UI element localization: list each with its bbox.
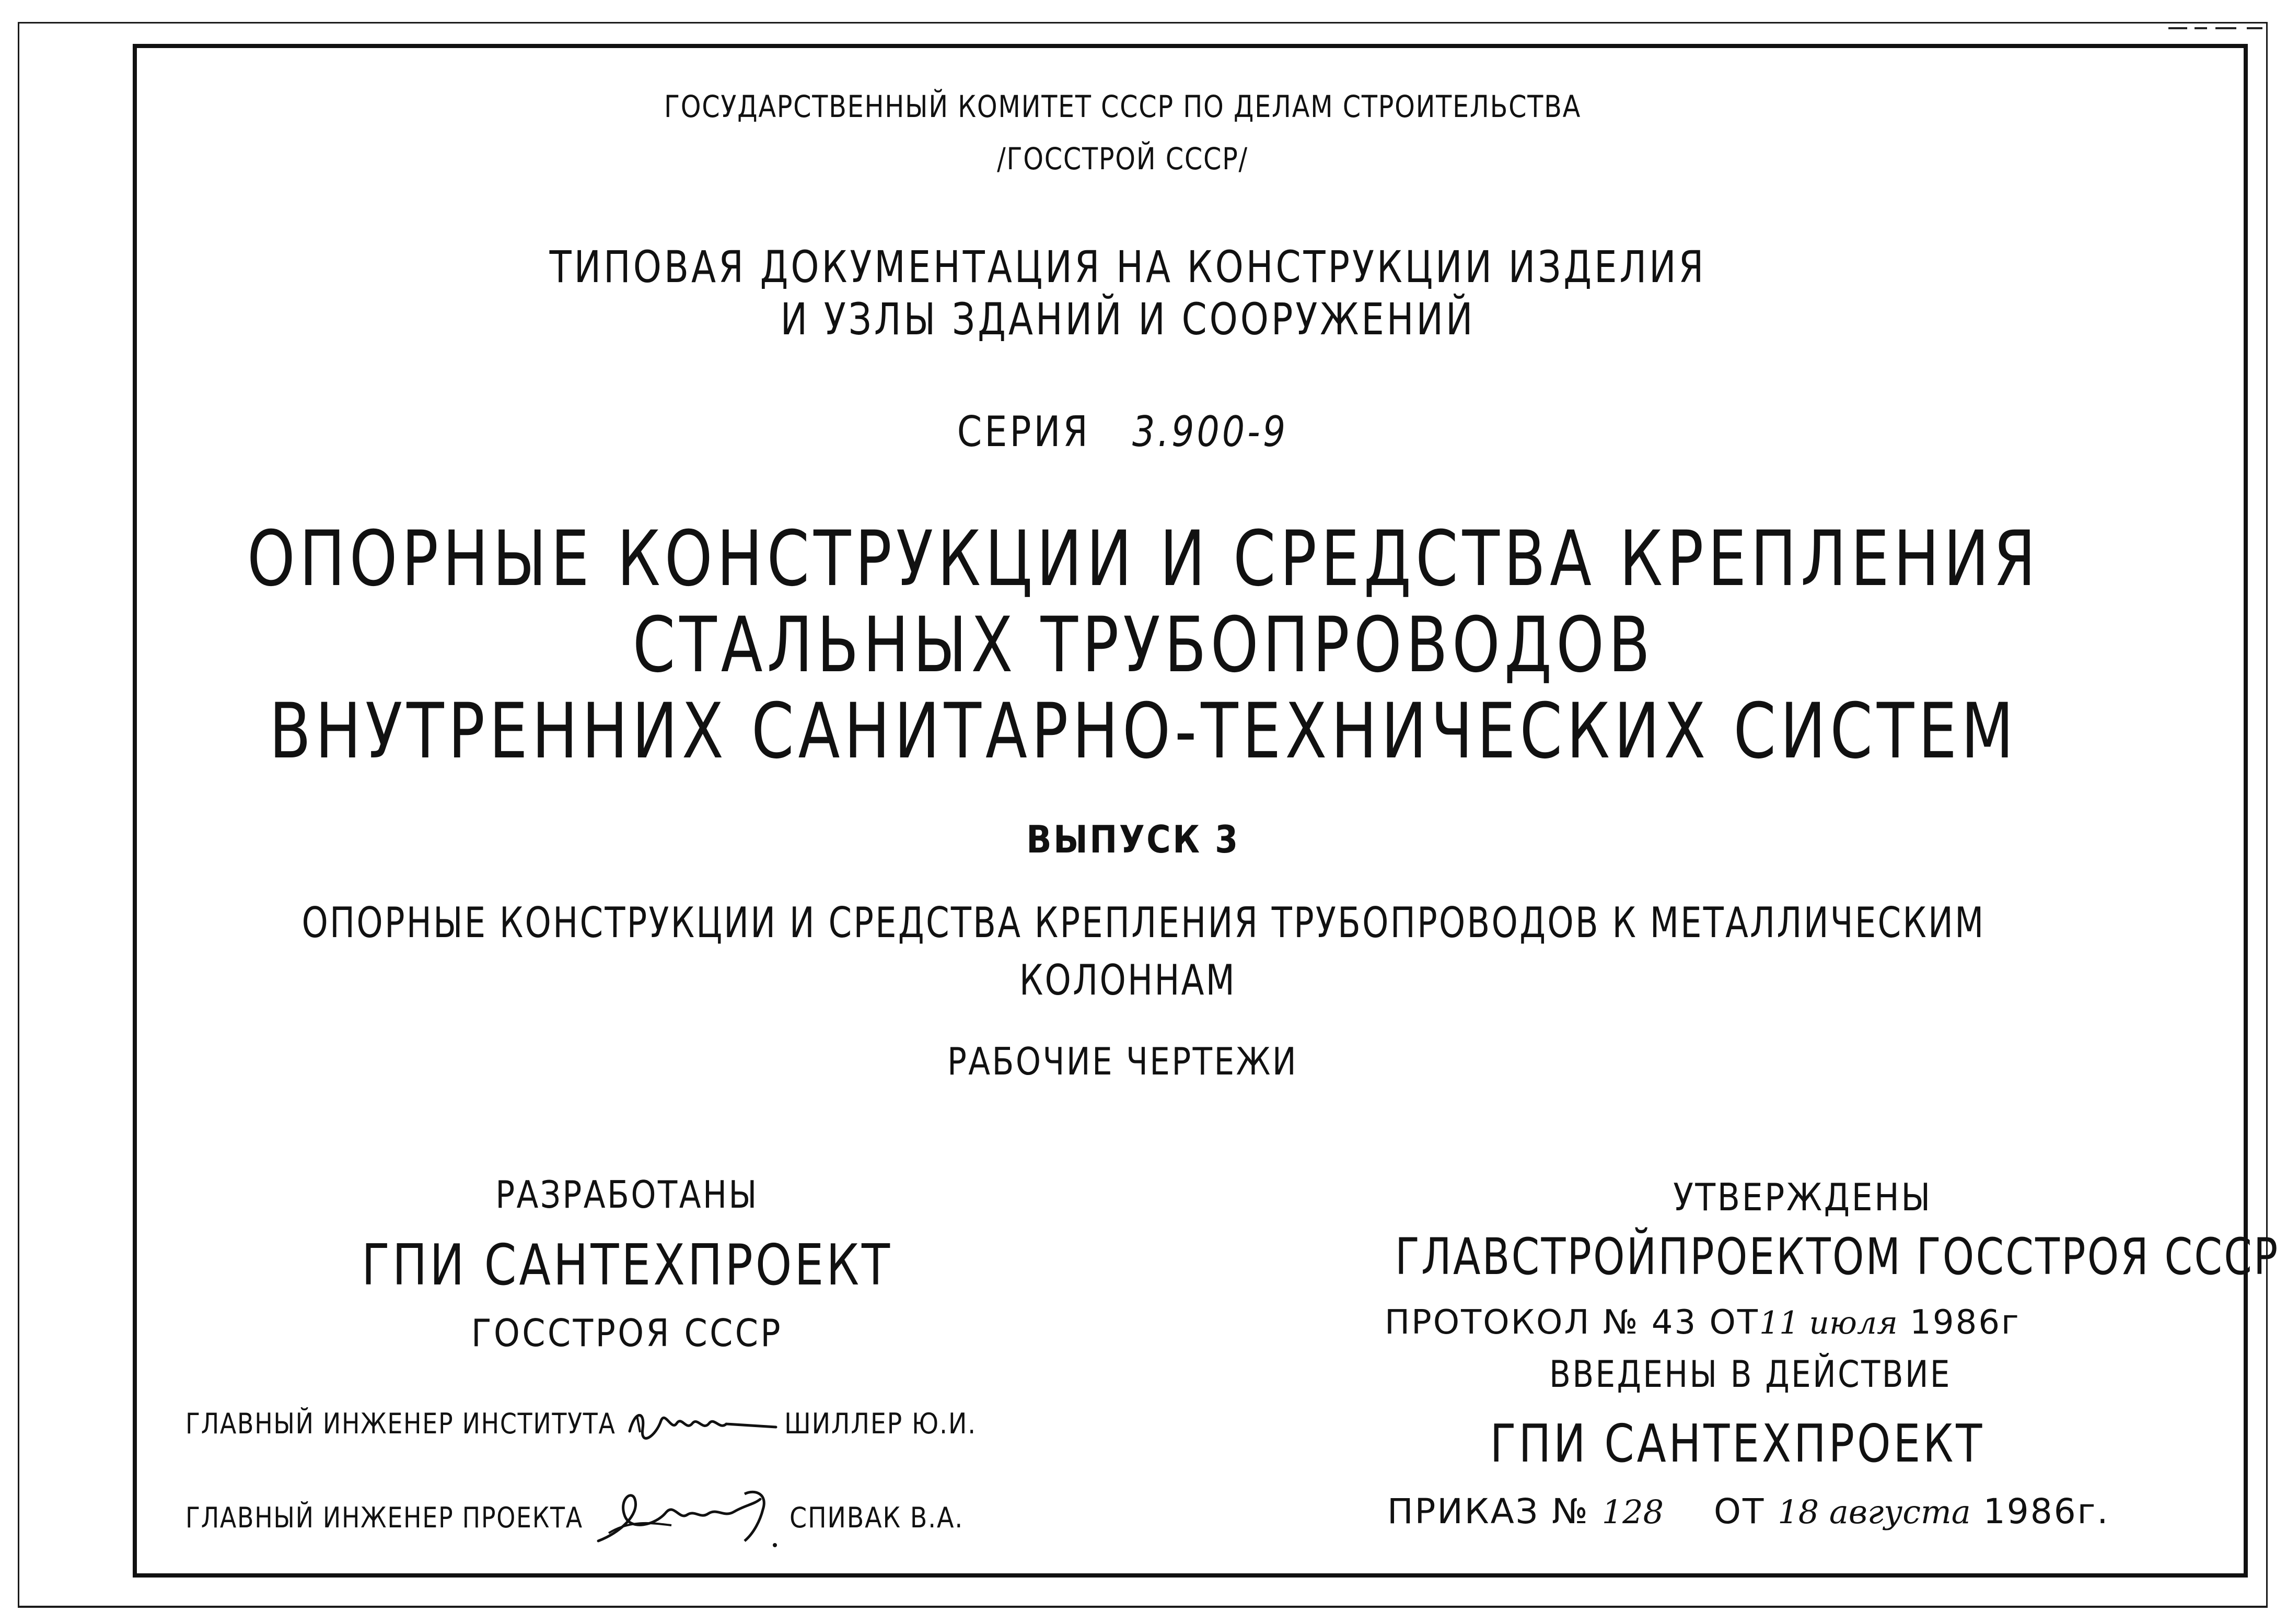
committee-name: ГОСУДАРСТВЕННЫЙ КОМИТЕТ СССР ПО ДЕЛАМ СТРОИТЕЛЬСТВА [664, 89, 1582, 124]
enacting-organization: ГПИ САНТЕХПРОЕКТ [1490, 1413, 1985, 1474]
signatory-name: СПИВАК В.А. [790, 1501, 964, 1534]
order-label: ПРИКАЗ № [1387, 1491, 1589, 1532]
order-from-label: ОТ [1714, 1491, 1766, 1532]
scan-mark [2168, 27, 2187, 29]
subtitle-line2: КОЛОННАМ [1019, 956, 1237, 1004]
handwritten-signature [588, 1483, 786, 1551]
issue-number: ВЫПУСК 3 [1026, 817, 1240, 861]
approving-organization: ГЛАВСТРОЙПРОЕКТОМ ГОССТРОЯ СССР [1395, 1228, 2280, 1286]
scan-mark [2215, 27, 2236, 29]
series-label: СЕРИЯ [957, 407, 1090, 456]
documentation-type-line1: ТИПОВАЯ ДОКУМЕНТАЦИЯ НА КОНСТРУКЦИИ ИЗДЕЛИЯ [549, 241, 1706, 293]
handwritten-signature [624, 1400, 781, 1447]
signature-role: ГЛАВНЫЙ ИНЖЕНЕР ИНСТИТУТА [185, 1407, 616, 1440]
order-number-handwritten: 128 [1601, 1493, 1664, 1531]
scan-mark [2195, 27, 2207, 29]
developer-authority: ГОССТРОЯ СССР [471, 1311, 783, 1355]
developer-organization: ГПИ САНТЕХПРОЕКТ [361, 1233, 893, 1298]
protocol-date-handwritten: 11 июля [1759, 1305, 1898, 1341]
enactment-order [1387, 1491, 2109, 1532]
series-number: 3.900-9 [1132, 407, 1288, 456]
drawings-label: РАБОЧИЕ ЧЕРТЕЖИ [947, 1039, 1298, 1083]
signature-row-chief-engineer-institute [185, 1400, 1003, 1447]
approval-protocol [1385, 1303, 2021, 1342]
signature-role: ГЛАВНЫЙ ИНЖЕНЕР ПРОЕКТА [185, 1501, 583, 1534]
committee-abbreviation: /ГОССТРОЙ СССР/ [997, 141, 1248, 177]
main-title-line3: ВНУТРЕННИХ САНИТАРНО-ТЕХНИЧЕСКИХ СИСТЕМ [269, 687, 2018, 776]
main-title-line1: ОПОРНЫЕ КОНСТРУКЦИИ И СРЕДСТВА КРЕПЛЕНИЯ [247, 515, 2040, 603]
protocol-label: ПРОТОКОЛ № 43 ОТ [1385, 1303, 1759, 1342]
order-date-handwritten: 18 августа [1778, 1493, 1971, 1531]
signature-row-chief-engineer-project [185, 1483, 988, 1551]
main-title-line2: СТАЛЬНЫХ ТРУБОПРОВОДОВ [632, 601, 1655, 690]
subtitle-line1: ОПОРНЫЕ КОНСТРУКЦИИ И СРЕДСТВА КРЕПЛЕНИЯ ТРУБОПРОВОДОВ К МЕТАЛЛИЧЕСКИМ [301, 898, 1986, 947]
approved-label: УТВЕРЖДЕНЫ [1673, 1175, 1932, 1219]
series-designation [150, 407, 2094, 456]
enacted-label: ВВЕДЕНЫ В ДЕЙСТВИЕ [1549, 1353, 1952, 1396]
protocol-year: 1986г [1910, 1303, 2021, 1342]
scan-mark [2247, 27, 2262, 29]
developed-label: РАЗРАБОТАНЫ [495, 1173, 759, 1217]
order-year: 1986г. [1983, 1491, 2110, 1532]
signatory-name: ШИЛЛЕР Ю.И. [784, 1407, 977, 1440]
documentation-type-line2: И УЗЛЫ ЗДАНИЙ И СООРУЖЕНИЙ [780, 294, 1476, 345]
